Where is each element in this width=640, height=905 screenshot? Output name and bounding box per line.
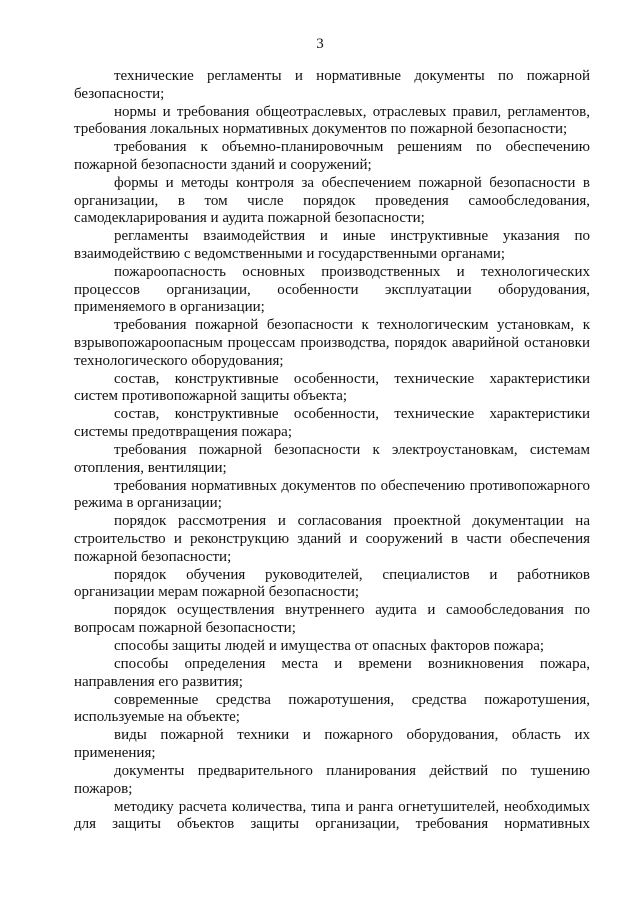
- paragraph: методику расчета количества, типа и ранга огнетушителей, необходимых для защиты объектов защиты организации, требования нормативных: [74, 798, 590, 833]
- paragraph: современные средства пожаротушения, средства пожаротушения, используемые на объекте;: [74, 691, 590, 726]
- page-number: 3: [316, 36, 324, 52]
- paragraph: формы и методы контроля за обеспечением пожарной безопасности в организации, в том числе порядок проведения самообследования, самодекларирования и аудита пожарной безопасности;: [74, 175, 590, 227]
- paragraph: порядок осуществления внутреннего аудита и самообследования по вопросам пожарной безопасности;: [74, 602, 590, 636]
- paragraph: пожароопасность основных производственных и технологических процессов организации, особенности эксплуатации оборудования, применяемого в организации;: [74, 264, 590, 316]
- paragraph: требования к объемно-планировочным решениям по обеспечению пожарной безопасности зданий и сооружений;: [74, 139, 590, 173]
- paragraph: технические регламенты и нормативные документы по пожарной безопасности;: [74, 68, 590, 102]
- paragraph: порядок обучения руководителей, специалистов и работников организации мерам пожарной безопасности;: [74, 566, 590, 601]
- paragraph: требования пожарной безопасности к технологическим установкам, к взрывопожароопасным процессам производства, порядок аварийной остановки технологического оборудования;: [74, 317, 590, 369]
- paragraph: требования пожарной безопасности к электроустановкам, системам отопления, вентиляции;: [74, 441, 590, 476]
- paragraph: документы предварительного планирования действий по тушению пожаров;: [74, 763, 590, 797]
- document-body: [74, 68, 590, 835]
- paragraph: нормы и требования общеотраслевых, отраслевых правил, регламентов, требования локальных нормативных документов по пожарной безопасности;: [74, 103, 590, 138]
- paragraph: виды пожарной техники и пожарного оборудования, область их применения;: [74, 727, 590, 762]
- paragraph: регламенты взаимодействия и иные инструктивные указания по взаимодействию с ведомственными и государственными органами;: [74, 228, 590, 262]
- paragraph: способы защиты людей и имущества от опасных факторов пожара;: [114, 638, 545, 654]
- paragraph: требования нормативных документов по обеспечению противопожарного режима в организации;: [74, 477, 590, 512]
- paragraph: способы определения места и времени возникновения пожара, направления его развития;: [74, 656, 590, 690]
- paragraph: состав, конструктивные особенности, технические характеристики систем противопожарной защиты объекта;: [74, 370, 590, 405]
- paragraph: состав, конструктивные особенности, технические характеристики системы предотвращения пожара;: [74, 406, 590, 440]
- paragraph: порядок рассмотрения и согласования проектной документации на строительство и реконструкцию зданий и сооружений в части обеспечения пожарной безопасности;: [74, 513, 590, 565]
